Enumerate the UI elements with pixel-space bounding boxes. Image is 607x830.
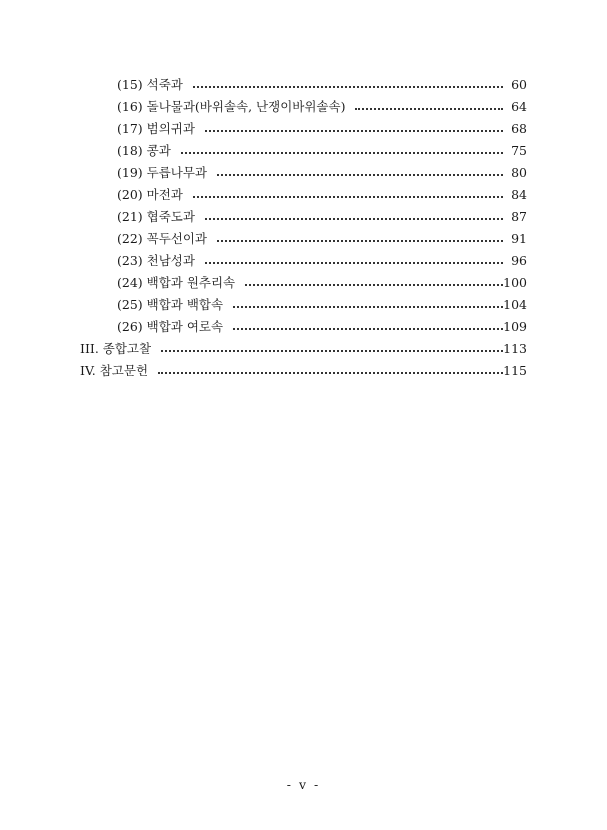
dot-leader <box>161 342 503 356</box>
toc-entry-label: (15) 석죽과 <box>117 77 183 92</box>
toc-chapter-entry[interactable] <box>0 356 607 378</box>
toc-entry-page: 104 <box>503 297 527 312</box>
toc-entry[interactable] <box>0 158 607 180</box>
toc-entry-page: 87 <box>511 209 527 224</box>
dot-leader <box>355 100 503 114</box>
toc-entry[interactable] <box>0 202 607 224</box>
toc-entry-page: 91 <box>511 231 527 246</box>
toc-entry-page: 113 <box>503 341 527 356</box>
toc-entry-label: (21) 협죽도과 <box>117 209 195 224</box>
toc-entry-label: (23) 천남성과 <box>117 253 195 268</box>
toc-entry-label: (18) 콩과 <box>117 143 171 158</box>
toc-entry-page: 75 <box>511 143 527 158</box>
dot-leader <box>245 276 503 290</box>
toc-entry-label: (16) 돌나물과(바위솔속, 난쟁이바위솔속) <box>117 99 346 114</box>
dot-leader <box>233 298 503 312</box>
toc-entry-page: 115 <box>503 363 527 378</box>
dot-leader <box>193 188 503 202</box>
toc-entry[interactable] <box>0 92 607 114</box>
toc-entry[interactable] <box>0 290 607 312</box>
toc-chapter-entry[interactable] <box>0 334 607 356</box>
toc-entry-page: 60 <box>511 77 527 92</box>
toc-entry-label: (25) 백합과 백합속 <box>117 297 224 312</box>
toc-entry[interactable] <box>0 70 607 92</box>
toc-entry-page: 64 <box>511 99 527 114</box>
dot-leader <box>193 78 503 92</box>
dot-leader <box>217 232 503 246</box>
dot-leader <box>205 210 503 224</box>
toc-entry-label: (26) 백합과 여로속 <box>117 319 224 334</box>
toc-entry[interactable] <box>0 268 607 290</box>
toc-entry-label: (17) 범의귀과 <box>117 121 195 136</box>
toc-entry-label: (20) 마전과 <box>117 187 183 202</box>
page-number: - v - <box>286 777 321 792</box>
dot-leader <box>233 320 503 334</box>
toc-entry[interactable] <box>0 224 607 246</box>
dot-leader <box>205 254 503 268</box>
toc-entry-label: (22) 꼭두선이과 <box>117 231 208 246</box>
toc-entry-label: IV. 참고문헌 <box>80 363 149 378</box>
dot-leader <box>158 364 503 378</box>
toc-entry-label: (24) 백합과 원추리속 <box>117 275 236 290</box>
toc-entry-label: III. 종합고찰 <box>80 341 152 356</box>
toc-entry-page: 84 <box>511 187 527 202</box>
table-of-contents <box>0 70 607 378</box>
toc-entry-page: 109 <box>503 319 527 334</box>
toc-entry[interactable] <box>0 246 607 268</box>
toc-entry-label: (19) 두릅나무과 <box>117 165 208 180</box>
toc-entry-page: 96 <box>511 253 527 268</box>
toc-entry[interactable] <box>0 180 607 202</box>
toc-entry-page: 80 <box>511 165 527 180</box>
toc-entry[interactable] <box>0 312 607 334</box>
toc-entry[interactable] <box>0 114 607 136</box>
toc-entry[interactable] <box>0 136 607 158</box>
dot-leader <box>217 166 503 180</box>
toc-entry-page: 100 <box>503 275 527 290</box>
dot-leader <box>205 122 503 136</box>
dot-leader <box>181 144 503 158</box>
toc-entry-page: 68 <box>511 121 527 136</box>
